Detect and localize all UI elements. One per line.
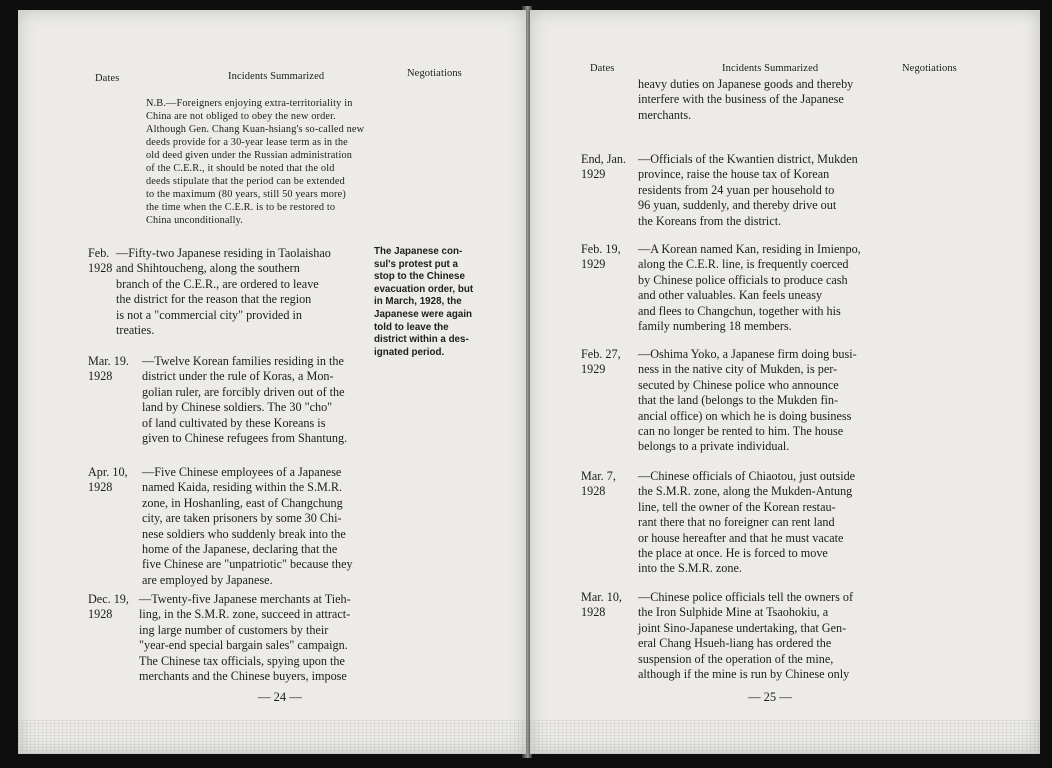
note-line: The Japanese con-	[374, 246, 463, 257]
nb-line: to the maximum (80 years, still 50 years more)	[146, 189, 346, 200]
date-line: Mar. 7,	[581, 469, 616, 483]
text-line: "year-end special bargain sales" campaign.	[139, 638, 348, 653]
text-line: —Twelve Korean families residing in the	[142, 354, 344, 368]
text-line: rant there that no foreigner can rent land	[638, 515, 835, 530]
entry-date	[581, 242, 641, 273]
note-line: ignated period.	[374, 346, 445, 358]
date-line: 1928	[581, 484, 606, 499]
text-line: into the S.M.R. zone.	[638, 561, 742, 576]
date-line: Mar. 10,	[581, 590, 622, 604]
entry-date	[581, 152, 641, 183]
text-line: —A Korean named Kan, residing in Imienpo,	[638, 242, 861, 256]
header-negotiations: Negotiations	[407, 68, 462, 79]
header-negotiations: Negotiations	[902, 63, 957, 74]
entry-text	[638, 469, 855, 577]
nb-line: deeds provide for a 30-year lease term as in the	[146, 137, 348, 148]
nb-line: old deed given under the Russian administration	[146, 150, 353, 161]
text-line: the Koreans from the district.	[638, 213, 782, 228]
note-line: sul's protest put a	[374, 258, 458, 270]
text-line: the Iron Sulphide Mine at Tsaohokiu, a	[638, 605, 829, 620]
text-line: zone, in Hoshanling, east of Changchung	[142, 495, 343, 510]
text-line: 96 yuan, suddenly, and thereby drive out	[638, 198, 837, 213]
text-line: is not a "commercial city" provided in	[116, 307, 302, 322]
note-line: Japanese were again	[374, 308, 473, 320]
date-line: 1929	[581, 167, 606, 182]
text-line: treaties.	[116, 323, 155, 338]
entry-text	[116, 246, 331, 338]
entry-text	[638, 590, 853, 682]
date-line: Dec. 19,	[88, 592, 129, 606]
date-line: 1929	[581, 362, 606, 377]
entry-text	[142, 354, 347, 446]
text-line: district under the rule of Koras, a Mon-	[142, 369, 334, 384]
note-line: in March, 1928, the	[374, 296, 462, 308]
text-line: belongs to a private individual.	[638, 439, 790, 454]
text-line: the district for the reason that the region	[116, 292, 312, 307]
nb-line: Although Gen. Chang Kuan-hsiang's so-called new	[146, 124, 365, 135]
text-line: —Officials of the Kwantien district, Mukden	[638, 152, 858, 166]
text-line: —Twenty-five Japanese merchants at Tieh-	[139, 592, 351, 606]
text-line: —Chinese police officials tell the owners of	[638, 590, 854, 604]
text-line: ing large number of customers by their	[139, 622, 329, 637]
entry-date	[581, 469, 641, 500]
text-line: home of the Japanese, declaring that the	[142, 542, 338, 557]
entry-text	[638, 347, 857, 455]
text-line: ness in the native city of Mukden, is per-	[638, 362, 838, 377]
text-line: city, are taken prisoners by some 30 Chi-	[142, 511, 342, 526]
entry-text	[139, 592, 351, 684]
note-line: stop to the Chinese	[374, 271, 465, 283]
text-line: ling, in the S.M.R. zone, succeed in attract-	[139, 607, 351, 622]
date-line: Feb. 27,	[581, 347, 621, 361]
text-line: along the C.E.R. line, is frequently coerced	[638, 257, 849, 272]
text-line: although if the mine is run by Chinese only	[638, 667, 850, 682]
page-number-right: — 25 —	[748, 690, 792, 704]
text-line: land by Chinese soldiers. The 30 "cho"	[142, 400, 333, 415]
left-page	[18, 10, 526, 754]
page-texture	[18, 720, 526, 754]
text-line: The Chinese tax officials, spying upon the	[139, 653, 345, 668]
page-texture	[530, 720, 1040, 754]
text-line: and Shihtoucheng, along the southern	[116, 261, 300, 276]
nb-line: China unconditionally.	[146, 215, 244, 226]
text-line: of land cultivated by these Koreans is	[142, 415, 326, 430]
header-dates: Dates	[95, 73, 120, 84]
text-line: the S.M.R. zone, along the Mukden-Antung	[638, 484, 853, 499]
entry-text	[142, 465, 353, 588]
entry-date	[581, 347, 641, 378]
nb-line: of the C.E.R., it should be noted that the old	[146, 163, 335, 174]
date-line: Feb. 19,	[581, 242, 621, 256]
text-line: line, tell the owner of the Korean restau-	[638, 499, 836, 514]
text-line: nese soldiers who suddenly break into the	[142, 526, 346, 541]
date-line: Feb.	[88, 246, 110, 260]
text-line: five Chinese are "unpatriotic" because they	[142, 557, 353, 572]
text-line: can no longer be rented to him. The house	[638, 424, 844, 439]
nb-note	[146, 97, 366, 227]
entry-date	[88, 354, 148, 385]
text-line: province, raise the house tax of Korean	[638, 167, 830, 182]
header-dates: Dates	[590, 63, 615, 74]
right-page	[530, 10, 1040, 754]
text-line: the place at once. He is forced to move	[638, 546, 828, 561]
header-incidents: Incidents Summarized	[722, 63, 819, 74]
text-line: interfere with the business of the Japanese	[638, 92, 844, 107]
date-line: End, Jan.	[581, 152, 627, 166]
date-line: 1929	[581, 257, 606, 272]
continuation-text	[638, 77, 853, 123]
text-line: ancial office) on which he is doing business	[638, 408, 852, 423]
date-line: 1928	[88, 480, 113, 495]
text-line: joint Sino-Japanese undertaking, that Gen-	[638, 620, 847, 635]
text-line: —Chinese officials of Chiaotou, just outside	[638, 469, 856, 483]
text-line: suspension of the operation of the mine,	[638, 651, 834, 666]
text-line: are employed by Japanese.	[142, 572, 273, 587]
page-number-left: — 24 —	[258, 690, 302, 704]
date-line: 1928	[581, 605, 606, 620]
text-line: that the land (belongs to the Mukden fin-	[638, 393, 839, 408]
text-line: —Fifty-two Japanese residing in Taolaishao	[116, 246, 331, 260]
text-line: secuted by Chinese police who announce	[638, 377, 839, 392]
entry-text	[638, 152, 858, 229]
nb-line: N.B.—Foreigners enjoying extra-territoriality in	[146, 98, 353, 109]
negotiation-note	[374, 246, 473, 359]
date-line: 1928	[88, 261, 113, 276]
entry-text	[638, 242, 861, 334]
text-line: residents from 24 yuan per household to	[638, 182, 835, 197]
text-line: given to Chinese refugees from Shantung.	[142, 431, 348, 446]
note-line: district within a des-	[374, 334, 469, 346]
date-line: 1928	[88, 369, 113, 384]
text-line: —Five Chinese employees of a Japanese	[142, 465, 342, 479]
text-line: family numbering 18 members.	[638, 319, 792, 334]
entry-date	[581, 590, 641, 621]
note-line: told to leave the	[374, 321, 449, 333]
text-line: golian ruler, are forcibly driven out of the	[142, 384, 345, 399]
text-line: named Kaida, residing within the S.M.R.	[142, 480, 343, 495]
text-line: and flees to Changchun, together with his	[638, 303, 841, 318]
text-line: heavy duties on Japanese goods and thereby	[638, 77, 854, 91]
nb-line: deeds stipulate that the period can be extended	[146, 176, 345, 187]
text-line: or house hereafter and that he must vacate	[638, 530, 844, 545]
nb-line: China are not obliged to obey the new order.	[146, 111, 336, 122]
text-line: branch of the C.E.R., are ordered to leave	[116, 276, 319, 291]
date-line: Apr. 10,	[88, 465, 128, 479]
text-line: eral Chang Hsueh-liang has ordered the	[638, 636, 832, 651]
date-line: 1928	[88, 607, 113, 622]
nb-line: the time when the C.E.R. is to be restored to	[146, 202, 336, 213]
note-line: evacuation order, but	[374, 283, 474, 295]
text-line: by Chinese police officials to produce cash	[638, 272, 848, 287]
header-incidents: Incidents Summarized	[228, 71, 325, 82]
text-line: merchants and the Chinese buyers, impose	[139, 669, 347, 684]
text-line: merchants.	[638, 107, 692, 122]
date-line: Mar. 19.	[88, 354, 129, 368]
entry-date	[88, 465, 148, 496]
text-line: and other valuables. Kan feels uneasy	[638, 288, 823, 303]
text-line: —Oshima Yoko, a Japanese firm doing busi-	[638, 347, 857, 361]
